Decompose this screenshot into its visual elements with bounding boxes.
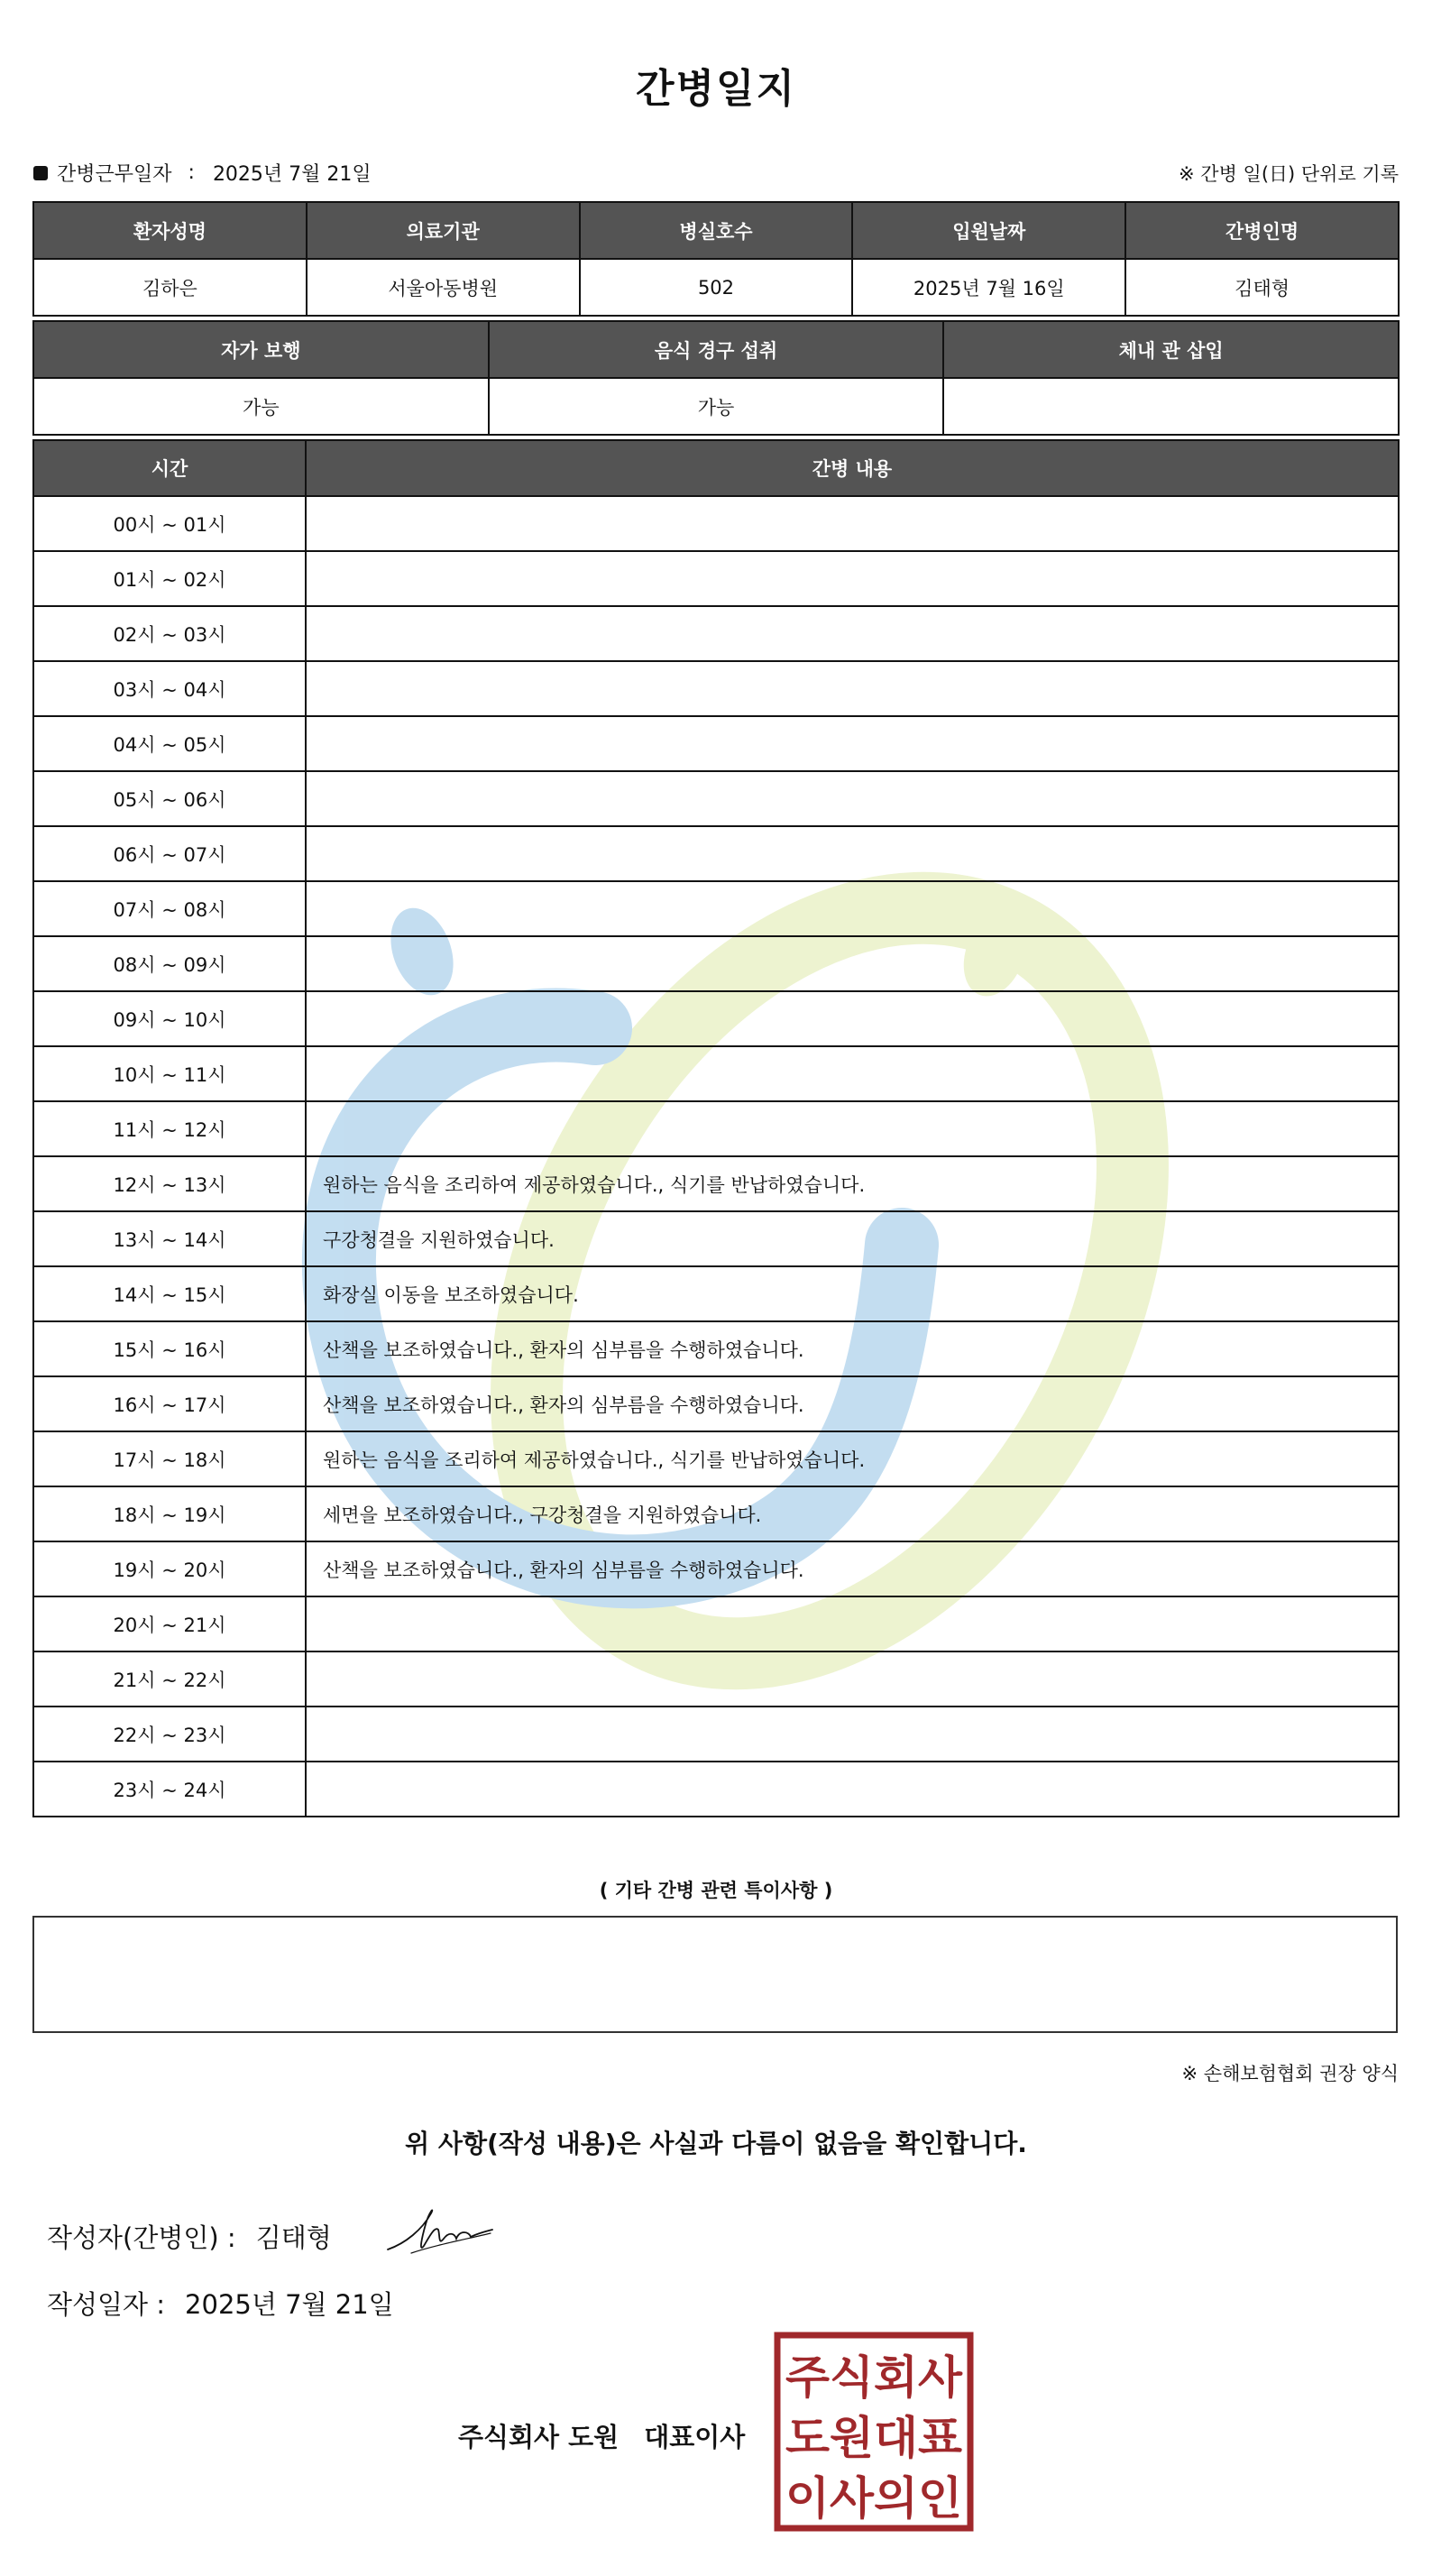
care-content [306, 606, 1399, 661]
table-row [33, 1046, 1399, 1101]
table-row [33, 1101, 1399, 1156]
table-row [33, 661, 1399, 716]
table-row [33, 1211, 1399, 1266]
admission-date: 2025년 7월 16일 [852, 259, 1125, 316]
time-slot: 06시 ~ 07시 [33, 826, 306, 881]
header-care-content: 간병 내용 [306, 440, 1399, 496]
time-slot: 07시 ~ 08시 [33, 881, 306, 936]
care-content [306, 1596, 1399, 1651]
table-row [33, 1651, 1399, 1707]
table-row [33, 1486, 1399, 1541]
time-slot: 05시 ~ 06시 [33, 771, 306, 826]
time-slot: 15시 ~ 16시 [33, 1321, 306, 1376]
care-content: 원하는 음식을 조리하여 제공하였습니다., 식기를 반납하였습니다. [306, 1156, 1399, 1211]
notes-title: ( 기타 간병 관련 특이사항 ) [599, 1880, 833, 1901]
care-content [306, 1762, 1399, 1817]
table-row [33, 991, 1399, 1046]
care-content [306, 496, 1399, 551]
writer-label: 작성자(간병인) : [47, 2222, 236, 2253]
recommendation-note: ※ 손해보험협회 권장 양식 [1181, 2063, 1399, 2084]
time-slot: 03시 ~ 04시 [33, 661, 306, 716]
header-oral-intake: 음식 경구 섭취 [489, 321, 944, 378]
care-content: 산책을 보조하였습니다., 환자의 심부름을 수행하였습니다. [306, 1541, 1399, 1596]
header-hospital: 의료기관 [307, 202, 580, 259]
time-slot: 08시 ~ 09시 [33, 936, 306, 991]
care-log-table [32, 439, 1400, 1817]
time-slot: 12시 ~ 13시 [33, 1156, 306, 1211]
header-self-walking: 자가 보행 [33, 321, 489, 378]
table-header-row [33, 321, 1399, 378]
header-time: 시간 [33, 440, 306, 496]
time-slot: 09시 ~ 10시 [33, 991, 306, 1046]
care-content [306, 1707, 1399, 1762]
table-row [33, 1431, 1399, 1486]
room-number: 502 [580, 259, 853, 316]
care-content: 구강청결을 지원하였습니다. [306, 1211, 1399, 1266]
care-content: 산책을 보조하였습니다., 환자의 심부름을 수행하였습니다. [306, 1321, 1399, 1376]
write-date-value: 2025년 7월 21일 [185, 2289, 394, 2320]
header-caregiver-name: 간병인명 [1125, 202, 1399, 259]
time-slot: 21시 ~ 22시 [33, 1651, 306, 1707]
table-row [33, 551, 1399, 606]
time-slot: 10시 ~ 11시 [33, 1046, 306, 1101]
table-row [33, 881, 1399, 936]
representative-title: 대표이사 [644, 2422, 746, 2452]
table-row [33, 1596, 1399, 1651]
seal-text-line: 주식회사 [785, 2351, 963, 2404]
table-row [33, 1762, 1399, 1817]
patient-info-table [32, 201, 1400, 317]
hospital-name: 서울아동병원 [307, 259, 580, 316]
care-content [306, 551, 1399, 606]
table-row [33, 1321, 1399, 1376]
table-header-row [33, 202, 1399, 259]
care-content [306, 1101, 1399, 1156]
tube-insertion-value [943, 378, 1399, 435]
time-slot: 23시 ~ 24시 [33, 1762, 306, 1817]
time-slot: 22시 ~ 23시 [33, 1707, 306, 1762]
table-row [33, 1376, 1399, 1431]
care-content: 원하는 음식을 조리하여 제공하였습니다., 식기를 반납하였습니다. [306, 1431, 1399, 1486]
table-row [33, 936, 1399, 991]
company-line [458, 2417, 745, 2454]
care-content [306, 936, 1399, 991]
header-room-number: 병실호수 [580, 202, 853, 259]
care-content [306, 771, 1399, 826]
seal-text-line: 이사의인 [785, 2472, 962, 2525]
care-log-body [33, 496, 1399, 1817]
writer-line [47, 2218, 332, 2255]
time-slot: 18시 ~ 19시 [33, 1486, 306, 1541]
time-slot: 11시 ~ 12시 [33, 1101, 306, 1156]
table-row [33, 1156, 1399, 1211]
work-date-value: 2025년 7월 21일 [212, 163, 372, 186]
confirmation-statement: 위 사항(작성 내용)은 사실과 다름이 없음을 확인합니다. [405, 2129, 1027, 2158]
care-content [306, 881, 1399, 936]
table-row [33, 1707, 1399, 1762]
time-slot: 19시 ~ 20시 [33, 1541, 306, 1596]
patient-name: 김하은 [33, 259, 307, 316]
patient-status-table [32, 320, 1400, 436]
time-slot: 04시 ~ 05시 [33, 716, 306, 771]
table-row [33, 259, 1399, 316]
record-unit-note: ※ 간병 일(日) 단위로 기록 [1179, 163, 1399, 185]
write-date-label: 작성일자 : [47, 2289, 166, 2320]
table-row [33, 496, 1399, 551]
care-content [306, 826, 1399, 881]
caregiver-name: 김태형 [1125, 259, 1399, 316]
work-date-label: 간병근무일자 [57, 163, 172, 186]
time-slot: 14시 ~ 15시 [33, 1266, 306, 1321]
work-date-separator: : [188, 161, 195, 184]
time-slot: 16시 ~ 17시 [33, 1376, 306, 1431]
header-admission-date: 입원날짜 [852, 202, 1125, 259]
care-content [306, 661, 1399, 716]
care-content: 세면을 보조하였습니다., 구강청결을 지원하였습니다. [306, 1486, 1399, 1541]
care-content: 화장실 이동을 보조하였습니다. [306, 1266, 1399, 1321]
seal-text-line: 도원대표 [785, 2412, 963, 2464]
self-walking-value: 가능 [33, 378, 489, 435]
time-slot: 02시 ~ 03시 [33, 606, 306, 661]
oral-intake-value: 가능 [489, 378, 944, 435]
care-content [306, 1651, 1399, 1707]
table-row [33, 1541, 1399, 1596]
care-content [306, 1046, 1399, 1101]
table-row [33, 1266, 1399, 1321]
company-name: 주식회사 도원 [458, 2422, 620, 2452]
header-tube-insertion: 체내 관 삽입 [943, 321, 1399, 378]
care-content [306, 716, 1399, 771]
document-title: 간병일지 [635, 66, 796, 112]
time-slot: 13시 ~ 14시 [33, 1211, 306, 1266]
care-content: 산책을 보조하였습니다., 환자의 심부름을 수행하였습니다. [306, 1376, 1399, 1431]
handwritten-signature [379, 2194, 505, 2266]
time-slot: 00시 ~ 01시 [33, 496, 306, 551]
header-patient-name: 환자성명 [33, 202, 307, 259]
care-content [306, 991, 1399, 1046]
time-slot: 17시 ~ 18시 [33, 1431, 306, 1486]
time-slot: 01시 ~ 02시 [33, 551, 306, 606]
table-row [33, 716, 1399, 771]
writer-name: 김태형 [255, 2222, 332, 2253]
table-row [33, 826, 1399, 881]
notes-box [32, 1916, 1398, 2033]
work-date [33, 159, 372, 187]
write-date-line [47, 2285, 394, 2322]
table-row [33, 606, 1399, 661]
table-row [33, 771, 1399, 826]
company-seal-stamp [774, 2332, 974, 2532]
table-header-row [33, 440, 1399, 496]
table-row [33, 378, 1399, 435]
bullet-icon [33, 166, 48, 180]
time-slot: 20시 ~ 21시 [33, 1596, 306, 1651]
